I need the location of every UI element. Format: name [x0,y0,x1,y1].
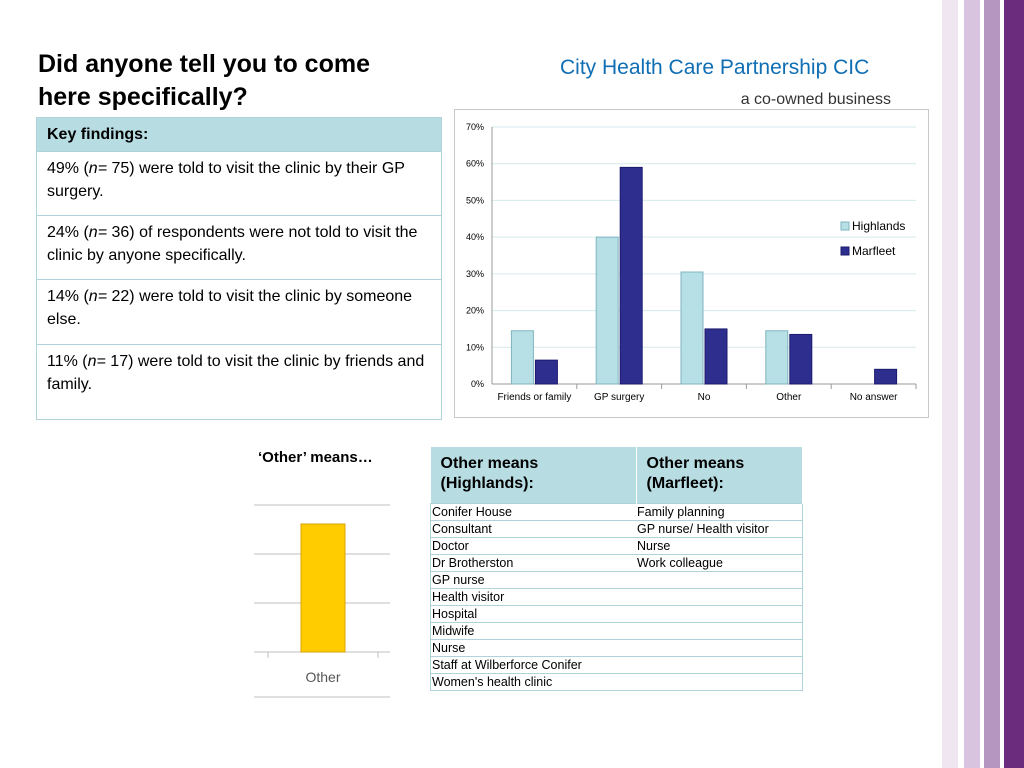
bar-highlands [596,237,618,384]
cell-highlands: Doctor [431,538,637,555]
cell-highlands: Consultant [431,521,637,538]
cell-marfleet: GP nurse/ Health visitor [636,521,803,538]
x-tick-label: Friends or family [497,392,572,403]
main-bar-chart [454,109,929,418]
table-row [431,555,803,572]
cell-marfleet: Nurse [636,538,803,555]
table-row [431,521,803,538]
x-tick-label: No [697,392,711,403]
cell-marfleet [636,623,803,640]
x-tick-label: No answer [849,392,898,403]
key-findings-header: Key findings: [37,118,441,151]
x-tick-label: Other [305,669,341,685]
cell-marfleet [636,640,803,657]
y-tick-label: 60% [465,158,484,169]
cell-marfleet [636,674,803,691]
table-row [431,589,803,606]
bar-marfleet [790,334,812,384]
table-row [431,606,803,623]
legend-swatch [841,247,849,255]
page-title: Did anyone tell you to come here specifically? [38,50,370,111]
other-mini-chart [254,500,390,700]
legend-label: Marfleet [852,244,896,258]
bar-highlands [511,331,533,384]
cell-highlands: Dr Brotherston [431,555,637,572]
other-means-table [430,447,803,691]
main-chart-svg [455,110,928,417]
other-means-label: ‘Other’ means… [258,449,373,466]
bar-marfleet [875,369,897,384]
legend-swatch [841,222,849,230]
cell-highlands: GP nurse [431,572,637,589]
bar-highlands [766,331,788,384]
table-row [431,657,803,674]
cell-marfleet [636,606,803,623]
table-row [431,623,803,640]
x-tick-label: Other [776,392,802,403]
decorative-stripes [942,0,1024,768]
cell-marfleet [636,572,803,589]
table-row [431,504,803,521]
y-tick-label: 30% [465,268,484,279]
table-row [431,538,803,555]
y-tick-label: 40% [465,232,484,243]
cell-highlands: Midwife [431,623,637,640]
cell-marfleet: Family planning [636,504,803,521]
bar-marfleet [620,167,642,384]
finding-item: 14% (n= 22) were told to visit the clinic by someone else. [37,279,441,344]
y-tick-label: 70% [465,122,484,132]
other-means-header-marfleet: Other means (Marfleet): [636,447,803,504]
key-findings-box [36,117,442,420]
cell-highlands: Women's health clinic [431,674,637,691]
cell-highlands: Conifer House [431,504,637,521]
y-tick-label: 50% [465,195,484,206]
cell-marfleet: Work colleague [636,555,803,572]
y-tick-label: 10% [465,342,484,353]
brand-name: City Health Care Partnership CIC [560,56,870,79]
cell-highlands: Health visitor [431,589,637,606]
finding-item: 24% (n= 36) of respondents were not told to visit the clinic by anyone specifically. [37,215,441,279]
bar-marfleet [535,360,557,384]
table-row [431,572,803,589]
finding-item: 49% (n= 75) were told to visit the clinic by their GP surgery. [37,151,441,215]
y-tick-label: 20% [465,305,484,316]
table-row [431,674,803,691]
cell-marfleet [636,589,803,606]
finding-item: 11% (n= 17) were told to visit the clinic by friends and family. [37,344,441,419]
cell-marfleet [636,657,803,674]
bar-marfleet [705,329,727,384]
cell-highlands: Staff at Wilberforce Conifer [431,657,637,674]
x-tick-label: GP surgery [594,392,645,403]
bar-other [301,524,345,652]
brand-tagline: a co-owned business [740,91,891,108]
other-means-header-highlands: Other means (Highlands): [431,447,637,504]
cell-highlands: Nurse [431,640,637,657]
cell-highlands: Hospital [431,606,637,623]
y-tick-label: 0% [470,379,484,389]
bar-highlands [681,272,703,384]
table-row [431,640,803,657]
legend-label: Highlands [852,219,906,233]
